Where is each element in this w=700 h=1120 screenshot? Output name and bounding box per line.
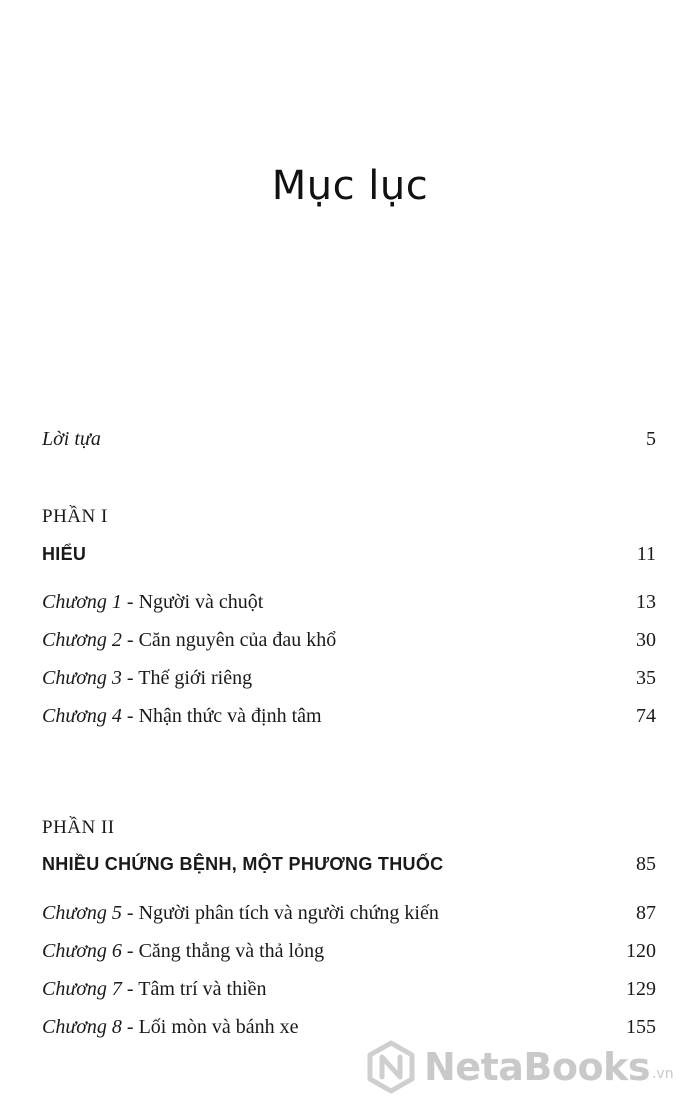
chapter-8-page: 155 [626,1016,656,1038]
chapter-6-text [42,940,324,963]
chapter-8-text [42,1016,299,1039]
part-2-page: 85 [636,853,656,875]
chapter-4-page: 74 [636,705,656,727]
chapter-1-prefix: Chương 1 [42,591,122,613]
part-1-title: HIỂU [42,544,87,564]
toc-entry-chapter-2[interactable] [42,629,656,652]
chapter-1-title: - Người và chuột [121,591,264,613]
chapter-2-prefix: Chương 2 [42,629,122,651]
chapter-3-page: 35 [636,667,656,689]
chapter-4-prefix: Chương 4 [42,705,122,727]
toc-entry-chapter-8[interactable] [42,1016,656,1039]
toc-entry-chapter-5[interactable] [42,902,656,925]
part-1-page: 11 [636,543,656,565]
toc-entry-chapter-1[interactable] [42,591,656,614]
chapter-5-title: - Người phân tích và người chứng kiến [121,902,439,924]
chapter-3-title: - Thế giới riêng [121,667,253,689]
chapter-8-title: - Lối mòn và bánh xe [121,1016,299,1038]
chapter-6-page: 120 [626,940,656,962]
hexagon-n-logo-icon [366,1040,416,1094]
chapter-5-text [42,902,439,925]
chapter-1-page: 13 [636,591,656,613]
chapter-4-title: - Nhận thức và định tâm [121,705,322,727]
toc-entry-chapter-4[interactable] [42,705,656,728]
preface-label: Lời tựa [42,428,101,450]
watermark-suffix: .vn [651,1066,674,1082]
chapter-6-title: - Căng thẳng và thả lỏng [121,940,325,962]
chapter-3-prefix: Chương 3 [42,667,122,689]
chapter-7-title: - Tâm trí và thiền [121,978,267,1000]
chapter-4-text [42,705,322,728]
chapter-1-text [42,591,263,614]
part-2-title: NHIỀU CHỨNG BỆNH, MỘT PHƯƠNG THUỐC [42,854,444,874]
chapter-5-prefix: Chương 5 [42,902,122,924]
chapter-7-prefix: Chương 7 [42,978,122,1000]
toc-entry-part-2[interactable] [42,853,656,876]
part-1-label: PHẦN I [42,506,108,527]
toc-entry-chapter-3[interactable] [42,667,656,690]
page-title: Mục lục [271,162,429,209]
watermark-text: NetaBooks [424,1045,650,1089]
chapter-3-text [42,667,252,690]
chapter-2-title: - Căn nguyên của đau khổ [121,629,337,651]
chapter-2-page: 30 [636,629,656,651]
part-2-label: PHẦN II [42,817,115,838]
preface-page: 5 [646,428,656,450]
chapter-8-prefix: Chương 8 [42,1016,122,1038]
chapter-6-prefix: Chương 6 [42,940,122,962]
toc-entry-chapter-6[interactable] [42,940,656,963]
chapter-5-page: 87 [636,902,656,924]
toc-entry-preface[interactable] [42,428,656,451]
watermark [366,1040,674,1094]
toc-entry-chapter-7[interactable] [42,978,656,1001]
chapter-7-page: 129 [626,978,656,1000]
chapter-2-text [42,629,336,652]
chapter-7-text [42,978,267,1001]
toc-entry-part-1[interactable] [42,543,656,566]
